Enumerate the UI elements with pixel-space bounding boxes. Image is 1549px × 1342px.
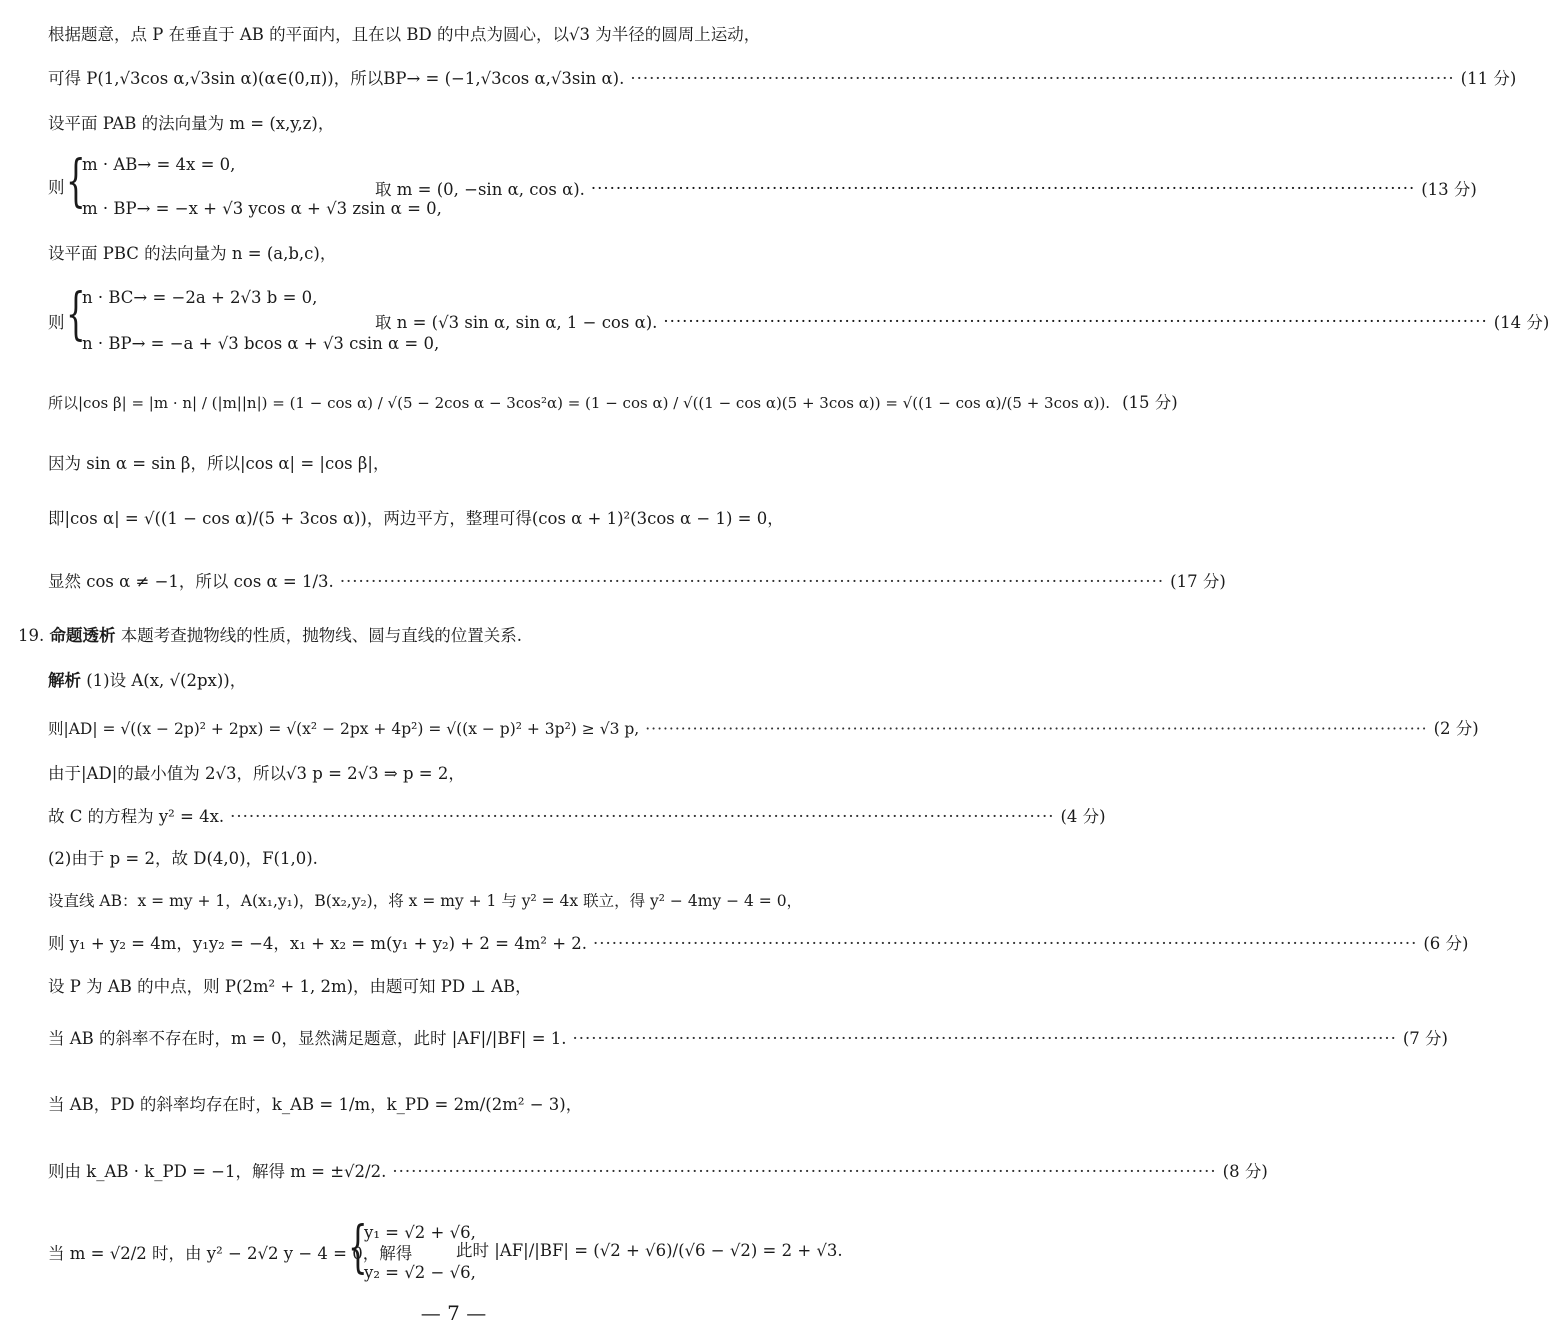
- y1-value: y₁ = √2 + √6,: [364, 1223, 476, 1242]
- solution-text: (1)设 A(x, √(2px))，: [86, 671, 247, 690]
- score-14: (14 分): [1493, 313, 1549, 332]
- system-1-tail: [375, 176, 1477, 200]
- line-3: 设平面 PAB 的法向量为 m = (x,y,z)，: [48, 114, 335, 133]
- line-12: (2)由于 p = 2，故 D(4,0)，F(1,0).: [48, 849, 318, 868]
- line-13: 设直线 AB：x = my + 1，A(x₁,y₁)，B(x₂,y₂)，将 x = my + 1 与 y² = 4x 联立，得 y² − 4my − 4 = 0，: [48, 892, 803, 910]
- score-6: (6 分): [1423, 934, 1469, 953]
- system-1-eq1: m · AB→ = 4x = 0,: [82, 155, 236, 174]
- system-1-eq2: m · BP→ = −x + √3 ycos α + √3 zsin α = 0,: [82, 199, 442, 218]
- dot-leader: [645, 718, 1427, 740]
- line-8: [48, 571, 1226, 593]
- line-18-text: 则由 k_AB · k_PD = −1，解得 m = ±√2/2.: [48, 1162, 387, 1181]
- dot-leader: [663, 312, 1487, 331]
- dot-leader: [230, 806, 1054, 828]
- system-2-take: 取 n = (√3 sin α, sin α, 1 − cos α).: [375, 313, 658, 332]
- left-brace-icon: {: [66, 282, 86, 347]
- line-11-text: 故 C 的方程为 y² = 4x.: [48, 807, 225, 826]
- line-18: [48, 1161, 1268, 1183]
- score-15: (15 分): [1122, 393, 1178, 412]
- system-2: [48, 282, 1549, 353]
- line-19-lead: 当 m = √2/2 时，由 y² − 2√2 y − 4 = 0，解得: [48, 1244, 413, 1263]
- score-11: (11 分): [1460, 69, 1517, 88]
- line-14: [48, 933, 1469, 955]
- dot-leader: [591, 179, 1415, 198]
- line-8-text: 显然 cos α ≠ −1，所以 cos α = 1/3.: [48, 572, 334, 591]
- line-9-text: 则|AD| = √((x − 2p)² + 2px) = √(x² − 2px + 4p²) = √((x − p)² + 3p²) ≥ √3 p,: [48, 720, 640, 738]
- page-number: — 7 —: [420, 1301, 487, 1325]
- line-11: [48, 806, 1106, 828]
- solution-start: [48, 670, 883, 692]
- line-16-text: 当 AB 的斜率不存在时，m = 0，显然满足题意，此时 |AF|/|BF| = 1.: [48, 1029, 567, 1048]
- line-2-text: 可得 P(1,√3cos α,√3sin α)(α∈(0,π))，所以BP→ = (−1,√3cos α,√3sin α).: [48, 69, 625, 88]
- line-1: 根据题意，点 P 在垂直于 AB 的平面内，且在以 BD 的中点为圆心，以√3 为半径的圆周上运动，: [48, 25, 761, 44]
- line-16: [48, 1028, 1448, 1050]
- score-13: (13 分): [1421, 180, 1477, 199]
- system-2-eq2: n · BP→ = −a + √3 bcos α + √3 csin α = 0,: [82, 334, 440, 353]
- system-2-tail: [375, 309, 1549, 333]
- line-7: 即|cos α| = √((1 − cos α)/(5 + 3cos α))，两边平方，整理可得(cos α + 1)²(3cos α − 1) = 0，: [48, 509, 784, 528]
- question-19-heading: [18, 625, 883, 647]
- line-2: [48, 68, 1517, 90]
- line-14-text: 则 y₁ + y₂ = 4m，y₁y₂ = −4，x₁ + x₂ = m(y₁ + y₂) + 2 = 4m² + 2.: [48, 934, 588, 953]
- line-6: 因为 sin α = sin β，所以|cos α| = |cos β|，: [48, 454, 390, 473]
- line-19-ratio: 此时 |AF|/|BF| = (√2 + √6)/(√6 − √2) = 2 + √3.: [456, 1241, 843, 1260]
- system-1-take: 取 m = (0, −sin α, cos α).: [375, 180, 585, 199]
- question-number: 19.: [18, 626, 45, 645]
- system-1: [48, 149, 1477, 220]
- score-8: (8 分): [1222, 1162, 1268, 1181]
- line-15: 设 P 为 AB 的中点，则 P(2m² + 1, 2m)，由题可知 PD ⊥ AB，: [48, 977, 532, 996]
- dot-leader: [340, 571, 1164, 593]
- left-brace-icon: {: [348, 1215, 368, 1280]
- dot-leader: [573, 1028, 1397, 1050]
- dot-leader: [593, 933, 1417, 955]
- dot-leader: [630, 68, 1454, 90]
- score-4: (4 分): [1060, 807, 1106, 826]
- line-9: [48, 718, 1479, 740]
- analysis-label: 命题透析: [49, 626, 116, 645]
- solution-label: 解析: [48, 671, 81, 690]
- analysis-text: 本题考查抛物线的性质，抛物线、圆与直线的位置关系.: [120, 626, 522, 645]
- score-17: (17 分): [1170, 572, 1226, 591]
- system-3: [48, 1215, 883, 1286]
- line-5: [48, 392, 1178, 414]
- line-4: 设平面 PBC 的法向量为 n = (a,b,c)，: [48, 244, 337, 263]
- score-7: (7 分): [1402, 1029, 1448, 1048]
- system-1-prefix: 则: [48, 178, 65, 197]
- line-10: 由于|AD|的最小值为 2√3，所以√3 p = 2√3 ⇒ p = 2，: [48, 764, 465, 783]
- system-2-eq1: n · BC→ = −2a + 2√3 b = 0,: [82, 288, 318, 307]
- system-2-prefix: 则: [48, 313, 65, 332]
- left-brace-icon: {: [66, 149, 86, 214]
- dot-leader: [392, 1161, 1216, 1183]
- line-5-text: 所以|cos β| = |m · n| / (|m||n|) = (1 − cos α) / √(5 − 2cos α − 3cos²α) = (1 − cos α) / √((1 − cos α)(5 + 3cos α)) = √((1 − cos α)/(5 + 3cos α)).: [48, 394, 1111, 412]
- line-17: 当 AB，PD 的斜率均存在时，k_AB = 1/m，k_PD = 2m/(2m² − 3)，: [48, 1095, 583, 1114]
- score-2: (2 分): [1433, 719, 1479, 738]
- y2-value: y₂ = √2 − √6,: [364, 1263, 476, 1282]
